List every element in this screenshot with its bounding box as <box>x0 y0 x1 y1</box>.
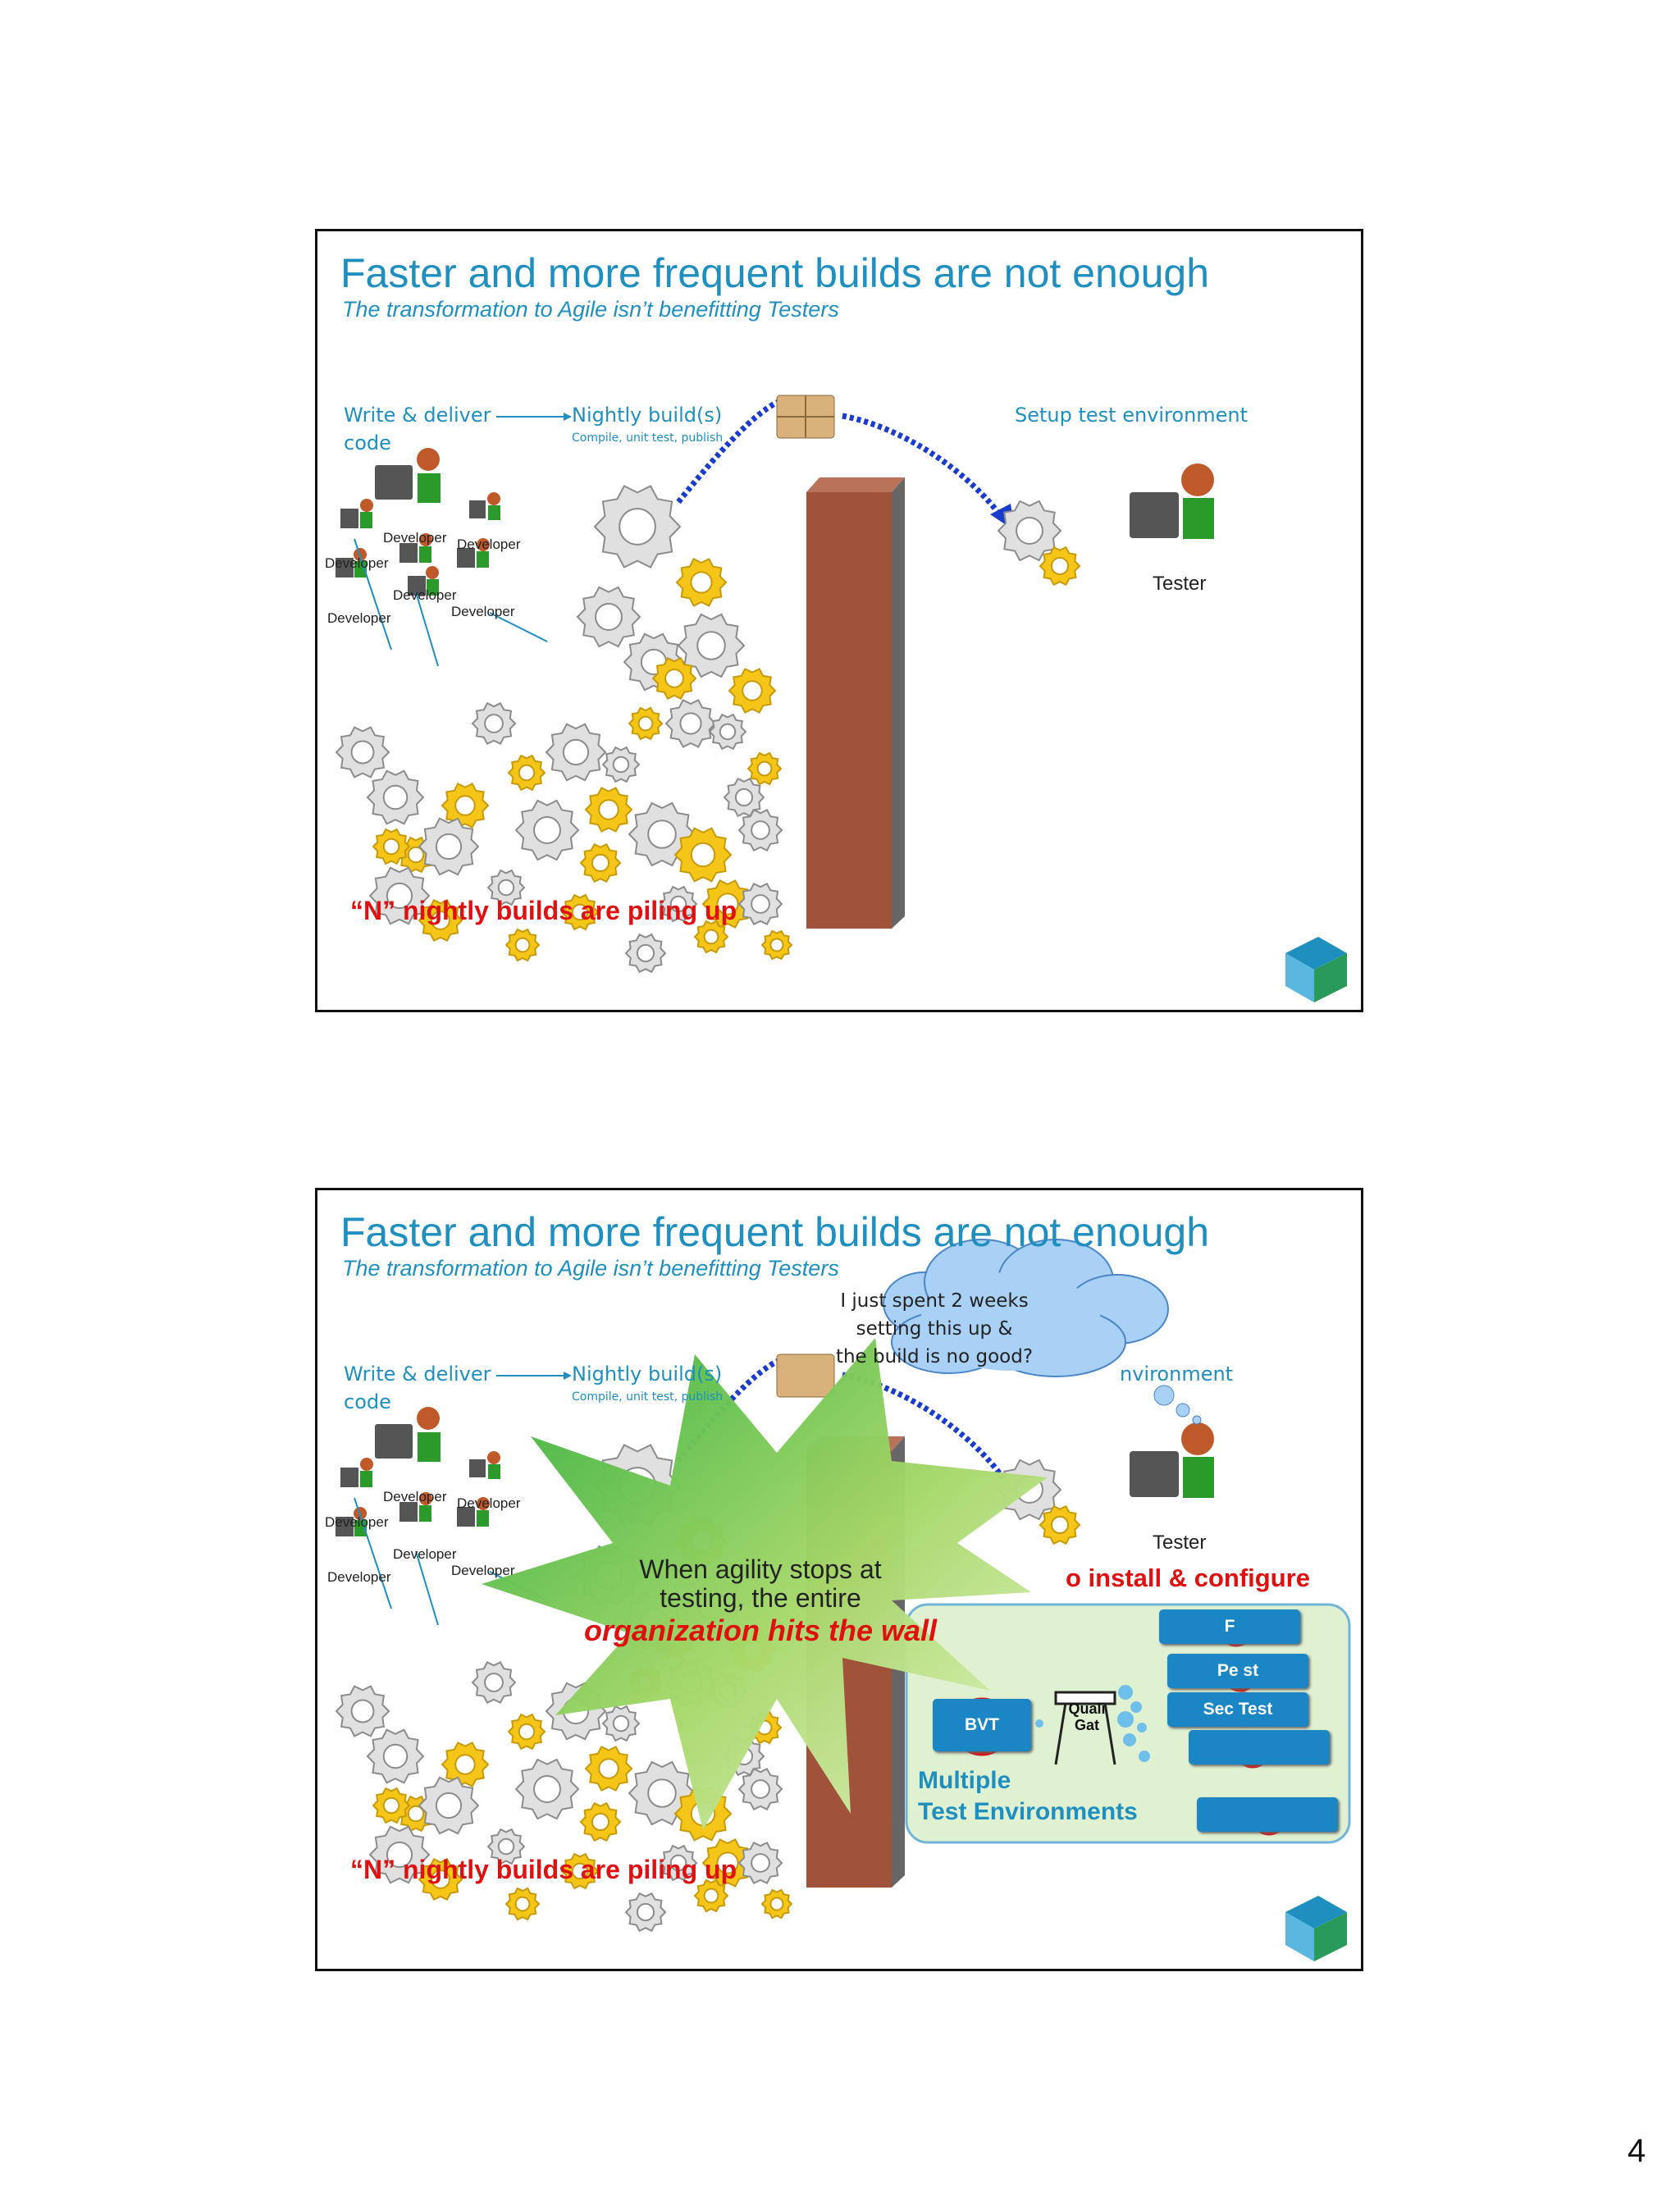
env-block <box>1189 1730 1330 1764</box>
gear-icon <box>586 788 632 831</box>
write-deliver-label-2: code <box>344 1390 391 1413</box>
page-number: 4 <box>1628 2133 1646 2169</box>
burst-line-emphasis: organization hits the wall <box>583 1614 938 1647</box>
gear-icon <box>739 1769 782 1809</box>
developer-label: Developer <box>457 536 521 552</box>
env-block-perf-test: Pe st <box>1167 1654 1308 1688</box>
gear-icon <box>748 753 781 784</box>
gear-icon <box>629 708 662 739</box>
slide-2 <box>315 1188 1363 1971</box>
gear-icon <box>546 724 605 780</box>
gear-icon <box>442 1742 488 1786</box>
burst-line: testing, the entire <box>660 1583 861 1613</box>
nightly-build-label: Nightly build(s) <box>572 1363 723 1386</box>
write-deliver-label: Write & deliver <box>344 404 491 427</box>
slide-subtitle: The transformation to Agile isn’t benefitting Testers <box>342 1256 839 1281</box>
gear-icon <box>336 1687 389 1737</box>
gear-icon <box>506 929 539 961</box>
gear-icon <box>581 844 620 882</box>
setup-env-label-partial: nvironment <box>1120 1363 1234 1386</box>
quality-gate-line: Gat <box>1074 1717 1099 1733</box>
developer-label: Developer <box>325 1514 389 1530</box>
slide-1 <box>315 229 1363 1012</box>
gear-icon <box>472 1662 515 1702</box>
slide-title: Faster and more frequent builds are not enough <box>340 250 1210 296</box>
env-block-security-test: Sec Test <box>1167 1692 1308 1727</box>
env-title-line: Test Environments <box>918 1798 1138 1825</box>
piling-up-caption: “N” nightly builds are piling up <box>350 896 737 925</box>
gear-icon <box>666 701 715 747</box>
developer-label: Developer <box>393 1546 457 1562</box>
bvt-block: BVT <box>933 1699 1031 1751</box>
gear-icon <box>677 559 726 606</box>
gear-icon <box>516 801 578 860</box>
gear-icon <box>626 934 665 972</box>
env-block <box>1197 1797 1338 1832</box>
nightly-build-label: Nightly build(s) <box>572 404 723 427</box>
developer-label: Developer <box>451 604 515 619</box>
developer-label: Developer <box>327 1569 391 1585</box>
gear-icon <box>626 1893 665 1931</box>
developer-label: Developer <box>451 1563 515 1578</box>
gear-icon <box>595 486 680 568</box>
tester-label: Tester <box>1153 573 1207 595</box>
gear-icon <box>710 714 746 749</box>
gear-icon <box>724 778 764 816</box>
gear-icon <box>472 703 515 743</box>
env-block: F <box>1159 1609 1300 1644</box>
env-title-line: Multiple <box>918 1767 1011 1794</box>
slide-subtitle: The transformation to Agile isn’t benefitting Testers <box>342 297 839 322</box>
gear-icon <box>762 931 792 959</box>
gear-icon <box>336 728 389 778</box>
wall-burst-text <box>539 1555 982 1649</box>
developer-label: Developer <box>383 1489 447 1504</box>
gear-icon <box>603 747 639 782</box>
gear-icon <box>586 1746 632 1790</box>
gear-icon <box>506 1888 539 1920</box>
piling-up-caption: “N” nightly builds are piling up <box>350 1855 737 1884</box>
gear-icon <box>603 1706 639 1741</box>
developer-label: Developer <box>325 555 389 571</box>
cloud-line: I just spent 2 weeks <box>840 1290 1029 1312</box>
gear-icon <box>1040 1506 1080 1544</box>
nightly-build-sublabel: Compile, unit test, publish <box>572 431 724 445</box>
thought-cloud-text <box>828 1287 1041 1371</box>
gear-icon <box>442 783 488 827</box>
write-deliver-label-2: code <box>344 431 391 454</box>
gear-icon <box>739 810 782 850</box>
gear-icon <box>368 771 423 824</box>
quality-gate-label <box>1062 1701 1112 1733</box>
setup-env-label: Setup test environment <box>1015 404 1249 427</box>
gear-icon <box>762 1890 792 1918</box>
developer-label: Developer <box>383 530 447 546</box>
cloud-line: the build is no good? <box>835 1346 1034 1367</box>
burst-line: When agility stops at <box>639 1554 882 1584</box>
gear-icon <box>1040 547 1080 585</box>
quality-gate-line: Quali <box>1068 1701 1106 1717</box>
install-configure-caption: o install & configure <box>1066 1564 1310 1592</box>
gear-icon <box>729 669 775 712</box>
tester-label: Tester <box>1153 1532 1207 1554</box>
gear-icon <box>509 756 545 790</box>
nightly-build-sublabel: Compile, unit test, publish <box>572 1390 724 1404</box>
gear-icon <box>581 1803 620 1841</box>
gear-icon <box>509 1714 545 1749</box>
developer-label: Developer <box>457 1495 521 1511</box>
multiple-test-environments-title <box>918 1765 1138 1828</box>
gear-icon <box>516 1760 578 1819</box>
slide-title: Faster and more frequent builds are not enough <box>340 1209 1210 1255</box>
write-deliver-label: Write & deliver <box>344 1363 491 1386</box>
developer-label: Developer <box>393 587 457 603</box>
gear-icon <box>368 1730 423 1783</box>
cloud-line: setting this up & <box>856 1318 1013 1340</box>
gear-icon <box>578 587 640 646</box>
developer-label: Developer <box>327 610 391 626</box>
